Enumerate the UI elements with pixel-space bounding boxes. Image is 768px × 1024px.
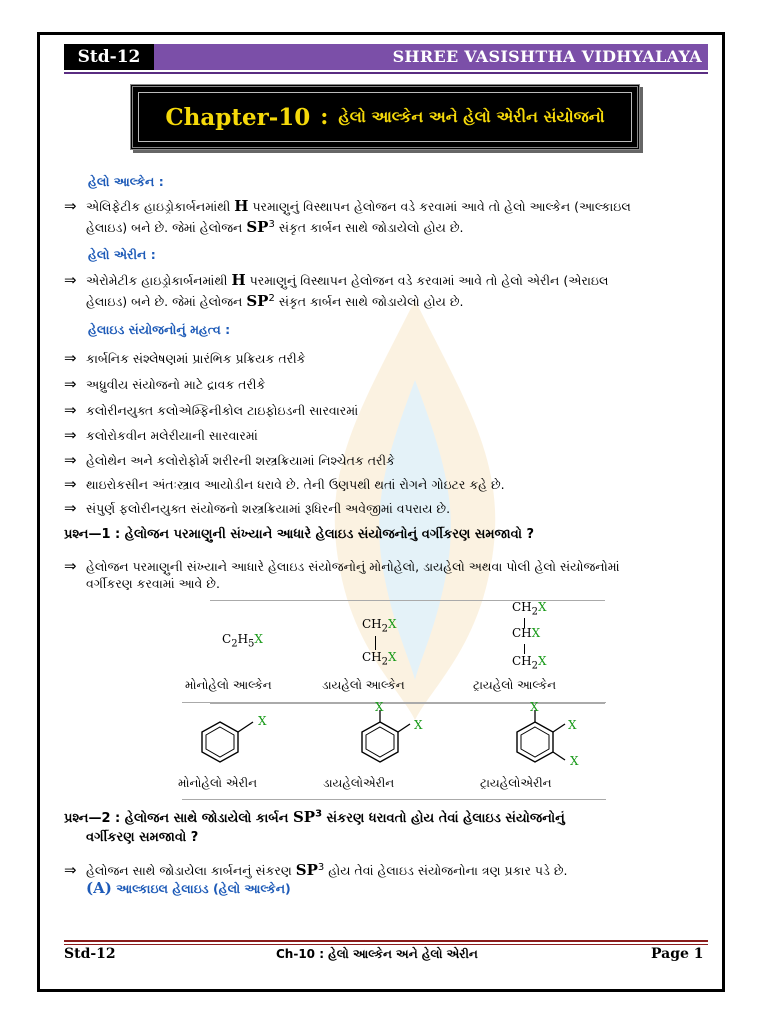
haloalkane-def-line1: ⇒ એલિફેટીક હાઇડ્રોકાર્બનમાંથી H પરમાણુનું વિસ્થાપન હેલોજન વડે કરવામાં આવે તો હેલો આલ્કેન (આલ્કાઇલ [64, 197, 631, 215]
trihaloarene-x2: X [568, 718, 577, 732]
caption-dihaloalkane: ડાયહેલો આલ્કેન [322, 678, 405, 692]
q2-subheading: (A) આલ્કાઇલ હેલાઇડ (હેલો આલ્કેન) [86, 879, 291, 897]
haloarene-heading: હેલો એરીન : [88, 247, 156, 262]
footer-std: Std-12 [64, 946, 116, 962]
dihaloarene-x1: X [375, 700, 384, 714]
bond-line [524, 644, 525, 654]
importance-item: ⇒ થાઇરોકસીન અંતઃસ્ત્રાવ આયોડીન ધરાવે છે. તેની ઉણપથી થતાં રોગને ગોઇટર કહે છે. [64, 475, 505, 493]
caption-trihaloalkane: ટ્રાયહેલો આલ્કેન [473, 678, 557, 692]
dihaloarene-x2: X [414, 718, 423, 732]
caption-trihaloarene: ટ્રાયહેલોએરીન [480, 776, 552, 790]
importance-item: ⇒ સંપુર્ણ ફલોરીનયુક્ત સંયોજનો શસ્ત્રક્રિયામાં રૂધિરની અવેજીમાં વપરાય છે. [64, 499, 451, 517]
trihaloalkane-middle: CHX [512, 626, 541, 640]
haloalkane-def-line2: હેલાઇડ) બને છે. જેમાં હેલોજન $SP^3$ સંકૃત કાર્બન સાથે જોડાયેલો હોય છે. [86, 218, 464, 236]
monohaloarene-ring-icon [195, 712, 265, 774]
header-school: SHREE VASISHTHA VIDHYALAYA [154, 44, 708, 70]
question-2: પ્રશ્ન—2 : હેલોજન સાથે જોડાયેલો કાર્બન $SP^3$ સંકરણ ધરાવતો હોય તેવાં હેલાઇડ સંયોજનોનું [64, 808, 565, 826]
chapter-number: Chapter-10 [165, 103, 311, 131]
question-1: પ્રશ્ન—1 : હેલોજન પરમાણુની સંખ્યાને આધારે હેલાઇડ સંયોજનોનું વર્ગીકરણ સમજાવો ? [64, 527, 535, 542]
trihaloalkane-bottom: $CH_2X$ [512, 654, 547, 672]
bond-line [375, 636, 376, 650]
page-header [64, 44, 708, 72]
header-std: Std-12 [64, 44, 154, 70]
haloarene-def-line1: ⇒ એરોમેટીક હાઇડ્રોકાર્બનમાંથી H પરમાણુનું વિસ્થાપન હેલોજન વડે કરવામાં આવે તો હેલો એરીન (એરાઇલ [64, 271, 609, 289]
q1-answer-line1: ⇒ હેલોજન પરમાણુની સંખ્યાને આધારે હેલાઇડ સંયોજનોનું મોનોહેલો, ડાયહેલો અથવા પોલી હેલો સંયોજનોમાં [64, 557, 620, 575]
caption-monohaloalkane: મોનોહેલો આલ્કેન [185, 678, 272, 692]
caption-monohaloarene: મોનોહેલો એરીન [178, 776, 258, 790]
haloalkane-heading: હેલો આલ્કેન : [88, 174, 164, 189]
trihaloarene-x1: X [530, 700, 539, 714]
importance-item: ⇒ કાર્બનિક સંશ્લેષણમાં પ્રારંભિક પ્રક્રિયક તરીકે [64, 349, 306, 367]
importance-item: ⇒ અધ્રુવીય સંયોજનો માટે દ્રાવક તરીકે [64, 375, 266, 393]
trihaloarene-x3: X [570, 754, 579, 768]
monohaloalkane-formula: $C_2H_5X$ [222, 632, 263, 650]
footer-page: Page 1 [651, 946, 704, 962]
caption-dihaloarene: ડાયહેલોએરીન [323, 776, 395, 790]
footer-rule [64, 940, 708, 942]
footer-chapter: Ch-10 : હેલો આલ્કેન અને હેલો એરીન [276, 947, 478, 961]
dihaloalkane-bottom: $CH_2X$ [362, 650, 397, 668]
question-2-line2: વર્ગીકરણ સમજાવો ? [86, 830, 199, 845]
header-underline [64, 72, 708, 74]
q1-answer-line2: વર્ગીકરણ કરવામાં આવે છે. [86, 576, 220, 591]
q2-answer: ⇒ હેલોજન સાથે જોડાયેલા કાર્બનનું સંકરણ $SP^3$ હોય તેવાં હેલાઇડ સંયોજનોના ત્રણ પ્રકાર પડે છે. [64, 861, 568, 880]
chapter-title: હેલો આલ્કેન અને હેલો એરીન સંયોજનો [338, 107, 605, 126]
dihaloalkane-top: $CH_2X$ [362, 617, 397, 635]
dihaloarene-ring-icon [350, 708, 420, 774]
importance-item: ⇒ કલોરીનયુક્ત કલોએમ્ફિનીકોલ ટાઇફોઇડની સારવારમાં [64, 401, 359, 419]
importance-item: ⇒ હેલોથેન અને કલોરોફોર્મ શરીરની શસ્ત્રક્રિયામાં નિશ્ચેતક તરીકે [64, 451, 395, 469]
footer-rule-thin [64, 944, 708, 945]
monohaloarene-x: X [258, 714, 267, 728]
chapter-colon: : [320, 104, 329, 130]
importance-item: ⇒ કલોરોકવીન મલેરીયાની સારવારમાં [64, 426, 258, 444]
trihaloalkane-top: $CH_2X$ [512, 600, 547, 618]
importance-heading: હેલાઇડ સંયોજનોનું મહત્વ : [88, 322, 231, 337]
haloarene-def-line2: હેલાઇડ) બને છે. જેમાં હેલોજન $SP^2$ સંકૃત કાર્બન સાથે જોડાયેલો હોય છે. [86, 292, 464, 310]
chapter-banner [130, 84, 640, 150]
